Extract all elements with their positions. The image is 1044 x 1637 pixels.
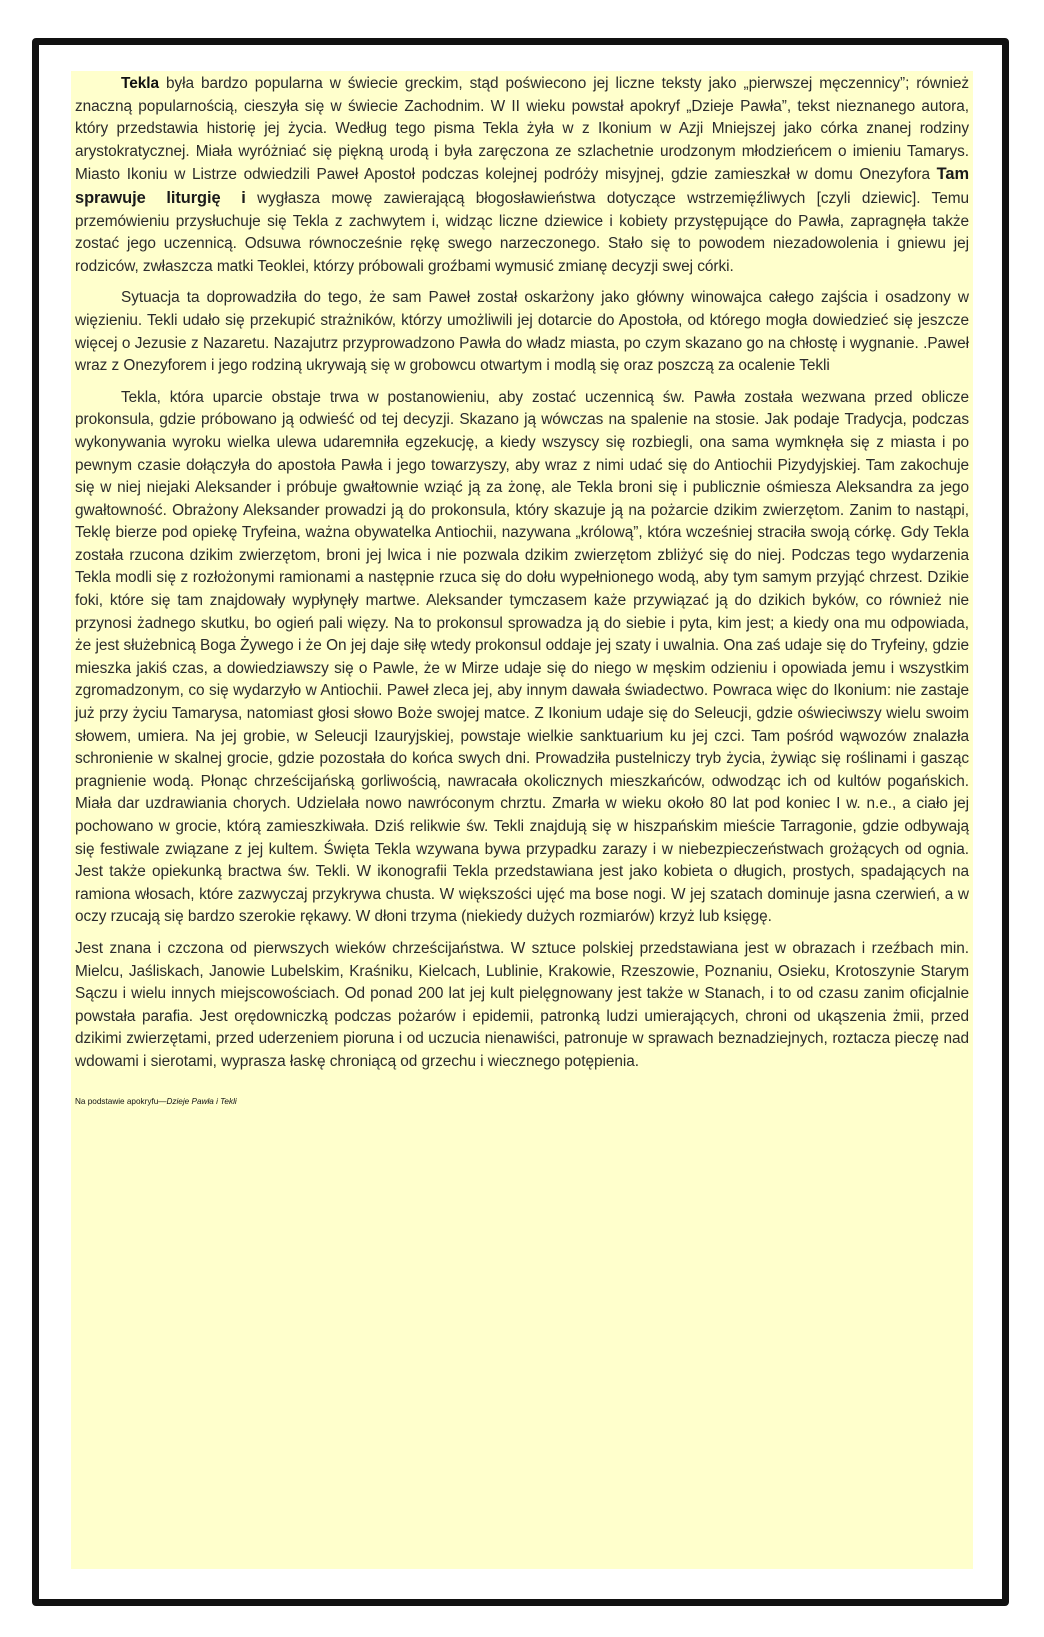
paragraph-1 <box>75 73 969 278</box>
paragraph-1-text-b: wygłasza mowę zawierającą błogosławieństwa dotyczące wstrzemięźliwych [czyli dziewic]. Temu przemówieniu przysłuchuje się Tekla z zachwytem i, widząc liczne dziewice i kobiety przystępujące do Pawła, zapragnęła także zostać jego uczennicą. Odsuwa równocześnie rękę swego narzeczonego. Stało się to powodem niezadowolenia i gniewu jej rodziców, zwłaszcza matki Teoklei, którzy próbowali groźbami wymusić zmianę decyzji swej córki. <box>75 189 969 275</box>
paragraph-3: Tekla, która uparcie obstaje trwa w postanowieniu, aby zostać uczennicą św. Pawła została wezwana przed oblicze prokonsula, gdzie próbowano ją odwieść od tej decyzji. Skazano ją wówczas na spalenie na stosie. Jak podaje Tradycja, podczas wykonywania wyroku wielka ulewa udaremniła egzekucję, a kiedy wszyscy się rozbiegli, ona sama wymknęła się z miasta i po pewnym czasie dołączyła do apostoła Pawła i jego towarzyszy, aby wraz z nimi udać się do Antiochii Pizydyjskiej. Tam zakochuje się w niej niejaki Aleksander i próbuje gwałtownie wziąć ją za żonę, ale Tekla broni się i publicznie ośmiesza Aleksandra za jego gwałtowność. Obrażony Aleksander prowadzi ją do prokonsula, który skazuje ją na pożarcie dzikim zwierzętom. Zanim to nastąpi, Teklę bierze pod opiekę Tryfeina, ważna obywatelka Antiochii, nazywana „królową”, która wcześniej straciła swoją córkę. Gdy Tekla została rzucona dzikim zwierzętom, broni jej lwica i nie pozwala dzikim zwierzętom zbliżyć się do niej. Podczas tego wydarzenia Tekla modli się z rozłożonymi ramionami a następnie rzuca się do dołu wypełnionego wodą, aby tym samym przyjąć chrzest. Dzikie foki, które się tam znajdowały wypłynęły martwe. Aleksander tymczasem każe przywiązać ją do dzikich byków, co również nie przynosi żadnego skutku, bo ogień pali więzy. Na to prokonsul sprowadza ją do siebie i pyta, kim jest; a kiedy ona mu odpowiada, że jest służebnicą Boga Żywego i że On jej daje siłę wtedy prokonsul oddaje jej szaty i uwalnia. Ona zaś udaje się do Tryfeiny, gdzie mieszka jakiś czas, a dowiedziawszy się o Pawle, że w Mirze udaje się do niego w męskim odzieniu i opowiada jemu i wszystkim zgromadzonym, co się wydarzyło w Antiochii. Paweł zleca jej, aby innym dawała świadectwo. Powraca więc do Ikonium: nie zastaje już przy życiu Tamarysa, natomiast głosi słowo Boże swojej matce. Z Ikonium udaje się do Seleucji, gdzie oświeciwszy wielu swoim słowem, umiera. Na jej grobie, w Seleucji Izauryjskiej, powstaje wielkie sanktuarium ku jej czci. Tam pośród wąwozów znalazła schronienie w skalnej grocie, gdzie pozostała do końca swych dni. Prowadziła pustelniczy tryb życia, żywiąc się roślinami i gasząc pragnienie wodą. Płonąc chrześcijańską gorliwością, nawracała okolicznych mieszkańców, odwodząc ich od kultów pogańskich. Miała dar uzdrawiania chorych. Udzielała nowo nawróconym chrztu. Zmarła w wieku około 80 lat pod koniec I w. n.e., a ciało jej pochowano w grocie, którą zamieszkiwała. Dziś relikwie św. Tekli znajdują się w hiszpańskim mieście Tarragonie, gdzie odbywają się festiwale związane z jej kultem. Święta Tekla wzywana bywa przypadku zarazy i w niebezpieczeństwach grożących od ognia. Jest także opiekunką bractwa św. Tekli. W ikonografii Tekla przedstawiana jest jako kobieta o długich, prostych, spadających na ramiona włosach, które zazwyczaj przykrywa chusta. W większości ujęć ma bose nogi. W jej szatach dominuje jasna czerwień, a w oczy rzucają się bardzo szerokie rękawy. W dłoni trzyma (niekiedy dużych rozmiarów) krzyż lub księgę. <box>75 388 969 926</box>
source-note-title: Dzieje Pawła i Tekli <box>166 1096 237 1106</box>
emphasized-phrase: Tam sprawuje liturgię i <box>75 165 969 207</box>
paragraph-2: Sytuacja ta doprowadziła do tego, że sam Paweł został oskarżony jako główny winowajca całego zajścia i osadzony w więzieniu. Tekli udało się przekupić strażników, którzy umożliwili jej dotarcie do Apostoła, od którego mogła dowiedzieć się jeszcze więcej o Jezusie z Nazaretu. Nazajutrz przyprowadzono Pawła do władz miasta, po czym skazano go na chłostę i wygnanie. .Paweł wraz z Onezyforem i jego rodziną ukrywają się w grobowcu otwartym i modlą się oraz poszczą za ocalenie Tekli <box>75 289 969 375</box>
text-panel <box>71 71 973 1569</box>
source-note-prefix: Na podstawie apokryfu— <box>75 1096 167 1106</box>
source-note <box>75 1096 969 1107</box>
paragraph-1-text-a: była bardzo popularna w świecie greckim, stąd poświecono jej liczne teksty jako „pierwszej męczennicy”; również znaczną popularnością, cieszyła się w świecie Zachodnim. W II wieku powstał apokryf „Dzieje Pawła”, tekst nieznanego autora, który przedstawia historię jej życia. Według tego pisma Tekla żyła w z Ikonium w Azji Mniejszej jako córka znanej rodziny arystokratycznej. Miała wyróżniać się piękną urodą i była zaręczona ze szlachetnie urodzonym młodzieńcem o imieniu Tamarys. Miasto Ikoniu w Listrze odwiedzili Paweł Apostoł podczas kolejnej podróży misyjnej, gdzie zamieszkał w domu Onezyfora <box>75 75 969 184</box>
lead-word-tekla: Tekla <box>121 75 159 92</box>
paragraph-4: Jest znana i czczona od pierwszych wieków chrześcijaństwa. W sztuce polskiej przedstawiana jest w obrazach i rzeźbach min. Mielcu, Jaśliskach, Janowie Lubelskim, Kraśniku, Kielcach, Lublinie, Krakowie, Rzeszowie, Poznaniu, Osieku, Krotoszynie Starym Sączu i wielu innych miejscowościach. Od ponad 200 lat jej kult pielęgnowany jest także w Stanach, i to od czasu zanim oficjalnie powstała parafia. Jest orędowniczką podczas pożarów i epidemii, patronką ludzi umierających, chroni od ukąszenia żmii, przed dzikimi zwierzętami, przed uderzeniem pioruna i od uczucia nienawiści, patronuje w sprawach beznadziejnych, roztacza pieczę nad wdowami i sierotami, wyprasza łaskę chroniącą od grzechu i wiecznego potępienia. <box>75 939 969 1070</box>
